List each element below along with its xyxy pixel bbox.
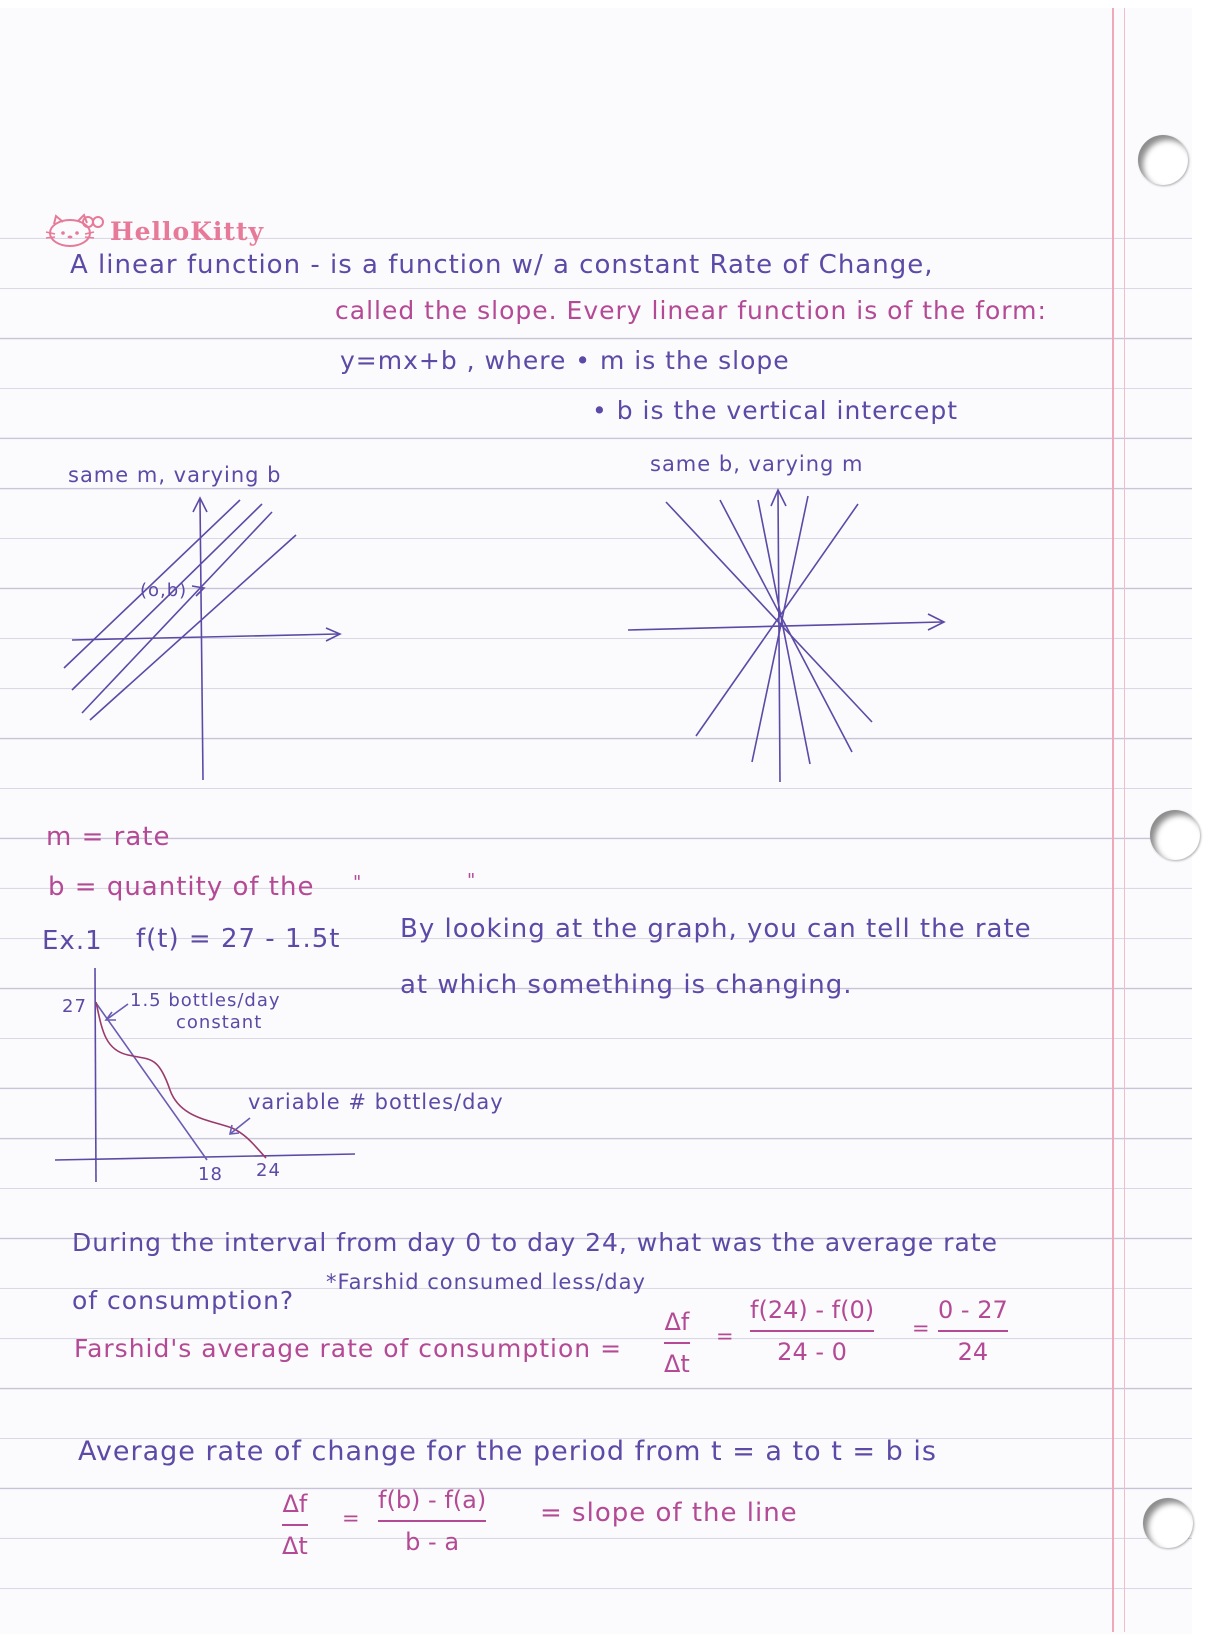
definition-line-1: A linear function - is a function w/ a constant Rate of Change, xyxy=(70,250,934,280)
answer-fraction-2-numerator: f(24) - f(0) xyxy=(750,1296,875,1324)
margin-line-secondary xyxy=(1124,8,1125,1632)
margin-line xyxy=(1112,8,1114,1632)
general-result: = slope of the line xyxy=(540,1498,798,1528)
example-equation: f(t) = 27 - 1.5t xyxy=(136,924,341,954)
punch-hole-middle xyxy=(1150,810,1200,860)
answer-equals-1: = xyxy=(716,1324,735,1348)
general-rule-line: Average rate of change for the period from t = a to t = b is xyxy=(78,1436,937,1467)
example-graph-annot2: variable # bottles/day xyxy=(248,1090,504,1114)
answer-fraction-1 xyxy=(664,1308,690,1378)
fraction-bar xyxy=(750,1330,874,1332)
example-graph-x-tick-24: 24 xyxy=(256,1160,281,1181)
left-graph-caption: same m, varying b xyxy=(68,463,282,487)
general-fraction-2-numerator: f(b) - f(a) xyxy=(378,1486,487,1514)
answer-label: Farshid's average rate of consumption = xyxy=(74,1334,623,1363)
example-label: Ex.1 xyxy=(42,926,103,956)
top-blank-band xyxy=(0,8,1192,213)
example-text-2: at which something is changing. xyxy=(400,970,853,1000)
fraction-bar xyxy=(664,1342,690,1344)
punch-hole-top xyxy=(1138,135,1188,185)
logo-text: HelloKitty xyxy=(110,216,265,246)
example-graph-annot1-line1: 1.5 bottles/day xyxy=(130,990,281,1011)
answer-fraction-2-denominator: 24 - 0 xyxy=(777,1338,847,1366)
general-fraction-1-denominator: Δt xyxy=(282,1532,308,1560)
kitty-face-icon xyxy=(46,214,104,248)
right-graph-caption: same b, varying m xyxy=(650,452,864,476)
definition-line-2: called the slope. Every linear function is of the form: xyxy=(335,296,1047,325)
example-text-1: By looking at the graph, you can tell the rate xyxy=(400,914,1032,944)
answer-equals-2: = xyxy=(912,1316,931,1340)
left-graph-point-label: (o,b) xyxy=(140,580,188,601)
general-fraction-2 xyxy=(378,1486,486,1556)
ditto-mark-1: " xyxy=(353,872,363,893)
general-fraction-2-denominator: b - a xyxy=(405,1528,460,1556)
fraction-bar xyxy=(938,1330,1008,1332)
answer-fraction-2 xyxy=(750,1296,874,1366)
hello-kitty-logo xyxy=(46,214,264,248)
answer-fraction-1-numerator: Δf xyxy=(664,1308,690,1336)
punch-hole-bottom xyxy=(1143,1498,1193,1548)
answer-fraction-3-numerator: 0 - 27 xyxy=(938,1296,1008,1324)
b-definition: b = quantity of the xyxy=(48,872,315,902)
example-graph-x-tick-18: 18 xyxy=(198,1164,223,1185)
question-aside: *Farshid consumed less/day xyxy=(326,1270,646,1294)
general-fraction-1 xyxy=(282,1490,308,1560)
definition-line-3: y=mx+b , where • m is the slope xyxy=(340,346,790,375)
fraction-bar xyxy=(282,1524,308,1526)
m-definition: m = rate xyxy=(46,822,171,852)
definition-line-4: • b is the vertical intercept xyxy=(592,396,959,425)
general-equals: = xyxy=(342,1506,361,1530)
fraction-bar xyxy=(378,1520,486,1522)
answer-fraction-3-denominator: 24 xyxy=(957,1338,989,1366)
example-graph-y-tick: 27 xyxy=(62,996,87,1017)
ditto-mark-2: " xyxy=(467,870,477,891)
answer-fraction-3 xyxy=(938,1296,1008,1366)
example-graph-annot1-line2: constant xyxy=(176,1012,263,1033)
question-line-1: During the interval from day 0 to day 24, what was the average rate xyxy=(72,1228,998,1257)
general-fraction-1-numerator: Δf xyxy=(282,1490,308,1518)
answer-fraction-1-denominator: Δt xyxy=(664,1350,690,1378)
question-line-2: of consumption? xyxy=(72,1286,295,1315)
